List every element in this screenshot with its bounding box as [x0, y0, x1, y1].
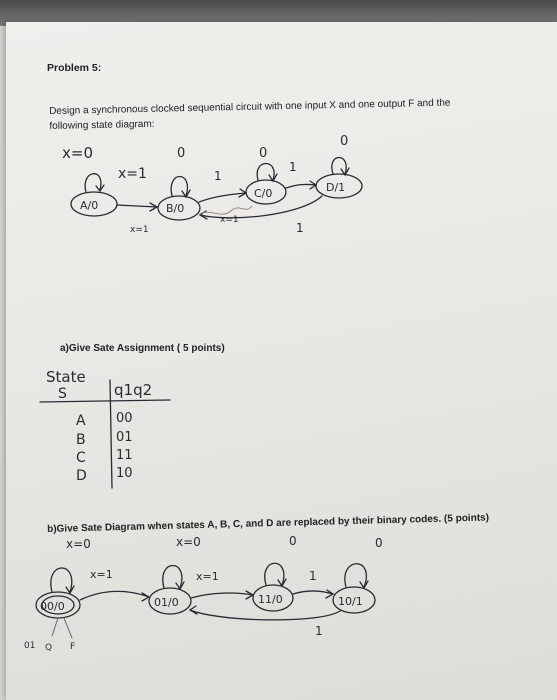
- diagram2: [24, 534, 383, 653]
- d2-state-10-loop: [345, 564, 366, 587]
- d1-pencil-scribbles: [200, 206, 252, 214]
- d2-state-01-label: 01/0: [154, 596, 179, 609]
- d1-state-c-label: C/0: [254, 187, 273, 200]
- d1-scribble-2: x=1: [220, 215, 239, 225]
- table-row-a-state: A: [76, 413, 86, 429]
- diagram1: [62, 134, 362, 235]
- d2-state-01-loop-arrow: [176, 582, 184, 589]
- d2-pointer-q: [52, 618, 58, 636]
- d2-state-00-label: 00/0: [40, 600, 65, 613]
- table-column-rule: [110, 380, 112, 488]
- table-header-code: q1q2: [114, 381, 153, 399]
- d2-state-11-label: 11/0: [258, 593, 283, 606]
- d2-state-11-loop: [265, 563, 284, 585]
- d1-state-d-loop-label: 0: [340, 134, 349, 149]
- d2-edge-label-1: x=1: [196, 570, 219, 583]
- d1-state-b-loop: [171, 177, 187, 197]
- d1-input-one-label: x=1: [118, 166, 147, 182]
- part-b-heading: b)Give Sate Diagram when states A, B, C, and D are replaced by their binary codes. (5 points): [47, 512, 490, 535]
- table-row-a-code: 00: [116, 411, 133, 426]
- d2-label-top-1: x=0: [176, 535, 201, 549]
- d1-edge-b-c-label: 1: [214, 169, 222, 183]
- problem-statement: Design a synchronous clocked sequential circuit with one input X and one output F and the following state diagram:: [49, 97, 451, 132]
- d1-input-zero-label: x=0: [62, 144, 93, 162]
- table-row-c-state: C: [76, 450, 86, 466]
- d1-state-b-loop-label: 0: [177, 146, 186, 161]
- d2-edge-00-01-arrow: [142, 593, 149, 601]
- d2-pointer-f: [64, 618, 72, 638]
- d2-state-10-label: 10/1: [338, 595, 363, 608]
- table-header-state: State: [46, 368, 86, 386]
- d1-state-a-label: A/0: [80, 199, 99, 212]
- d2-edge-11-10: [293, 591, 333, 594]
- d1-scribble-1: x=1: [130, 225, 149, 235]
- d1-state-d-loop: [332, 158, 346, 175]
- table-row-b-state: B: [76, 432, 86, 448]
- d2-edge-label-2: 1: [309, 569, 317, 583]
- table-row-b-code: 01: [116, 430, 133, 445]
- part-a-heading: a)Give Sate Assignment ( 5 points): [60, 343, 225, 354]
- d2-state-00-loop-arrow: [66, 586, 74, 593]
- d2-label-top-2: 0: [289, 534, 297, 548]
- d1-state-d-label: D/1: [326, 181, 346, 194]
- problem-title: Problem 5:: [47, 62, 102, 74]
- table-row-d-state: D: [76, 468, 87, 484]
- d2-edge-00-01: [80, 591, 149, 600]
- d1-state-b-label: B/0: [166, 202, 185, 215]
- d2-label-top-3: 0: [375, 536, 383, 550]
- d2-edge-label-0: x=1: [90, 568, 113, 581]
- d2-edge-10-01: [190, 610, 340, 620]
- part-a-table: [40, 368, 170, 488]
- table-header-state-sub: S: [58, 386, 67, 402]
- d2-state-10-loop-arrow: [360, 581, 368, 588]
- d2-state-00-loop: [51, 568, 72, 592]
- d1-edge-a-b: [117, 205, 157, 207]
- d2-edge-01-11: [191, 593, 253, 598]
- d2-label-top-0: x=0: [66, 537, 91, 551]
- table-row-d-code: 10: [116, 466, 133, 481]
- d2-bottom-mark-0: 01: [24, 641, 36, 651]
- d2-edge-11-10-arrow: [326, 590, 333, 598]
- d2-bottom-mark-1: Q: [45, 643, 53, 653]
- d2-edge-10-01-arrow: [190, 606, 197, 614]
- d2-state-01-loop: [163, 566, 182, 589]
- table-row-c-code: 11: [116, 448, 133, 463]
- d2-edge-label-3: 1: [315, 624, 323, 638]
- d1-edge-d-b-label: 1: [296, 221, 304, 235]
- d2-bottom-mark-2: F: [70, 642, 76, 652]
- d1-state-c-loop: [257, 164, 274, 181]
- d1-state-c-loop-label: 0: [259, 146, 268, 161]
- d1-edge-c-d-label: 1: [289, 160, 297, 174]
